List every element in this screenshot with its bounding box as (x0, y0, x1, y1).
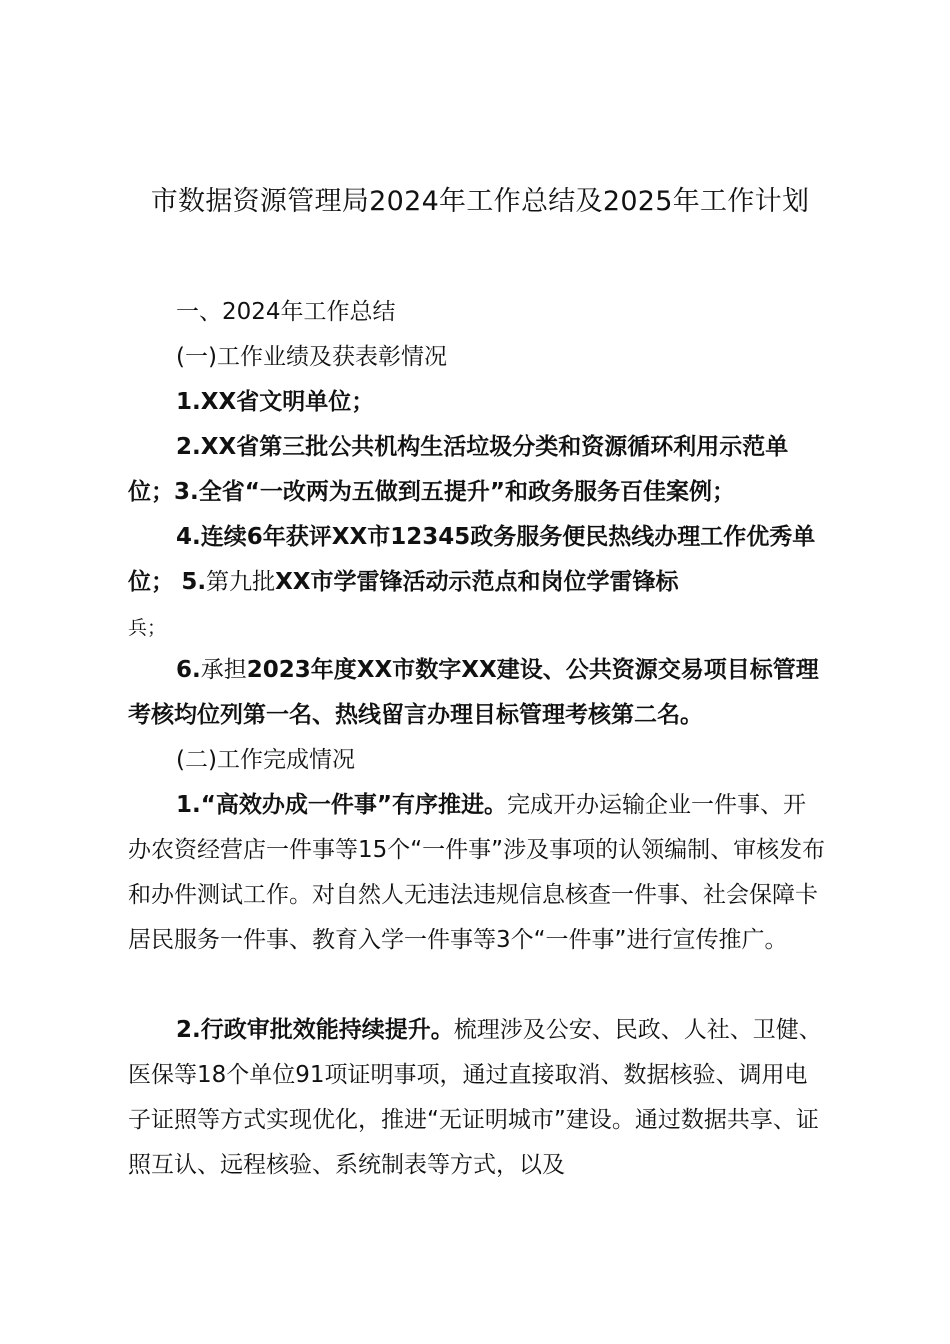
award-item-4: 4.连续6年获评XX市12345政务服务便民热线办理工作优秀单位； (128, 524, 816, 595)
award-item-6 (128, 648, 828, 738)
award-item-6-prefix: 承担 (200, 657, 247, 683)
award-item-5-prefix: 第九批 (206, 569, 276, 595)
award-item-6-number: 6. (176, 657, 201, 683)
award-item-6-text: 2023年度XX市数字XX建设、公共资源交易项目标管理考核均位列第一名、热线留言办理目标管理考核第二名。 (128, 657, 819, 728)
document-title: 市数据资源管理局2024年工作总结及2025年工作计划 (150, 186, 810, 217)
work-item-1-lead: 1.“高效办成一件事”有序推进。 (176, 792, 507, 818)
award-item-2: 2.XX省第三批公共机构生活垃圾分类和资源循环利用示范单位； (128, 434, 789, 505)
work-item-1 (128, 783, 828, 963)
section-heading: 一、2024年工作总结 (176, 299, 396, 325)
award-item-5-end: 兵； (128, 617, 167, 639)
subsection-heading-completion: (二)工作完成情况 (176, 747, 355, 773)
award-item-5-number: 5. (181, 569, 207, 595)
award-item-2-3 (128, 425, 828, 515)
work-item-2-body: 梳理涉及公安、民政、人社、卫健、医保等18个单位91项证明事项，通过直接取消、数据核验、调用电子证照等方式实现优化，推进“无证明城市”建设。通过数据共享、证照互认、远程核验、系统制表等方式，以及 (128, 1017, 822, 1178)
work-item-1-body: 完成开办运输企业一件事、开办农资经营店一件事等15个“一件事”涉及事项的认领编制、审核发布和办件测试工作。对自然人无违法违规信息核查一件事、社会保障卡居民服务一件事、教育入学一件事等3个“一件事”进行宣传推广。 (128, 792, 826, 953)
work-item-2 (128, 1008, 828, 1188)
subsection-heading-achievements: (一)工作业绩及获表彰情况 (176, 344, 447, 370)
award-item-1: 1.XX省文明单位； (176, 389, 375, 415)
award-item-4-5 (128, 515, 828, 651)
work-item-2-lead: 2.行政审批效能持续提升。 (176, 1017, 454, 1043)
award-item-5-text: XX市学雷锋活动示范点和岗位学雷锋标 (275, 569, 679, 595)
award-item-3: 3.全省“一改两为五做到五提升”和政务服务百佳案例； (174, 479, 735, 505)
